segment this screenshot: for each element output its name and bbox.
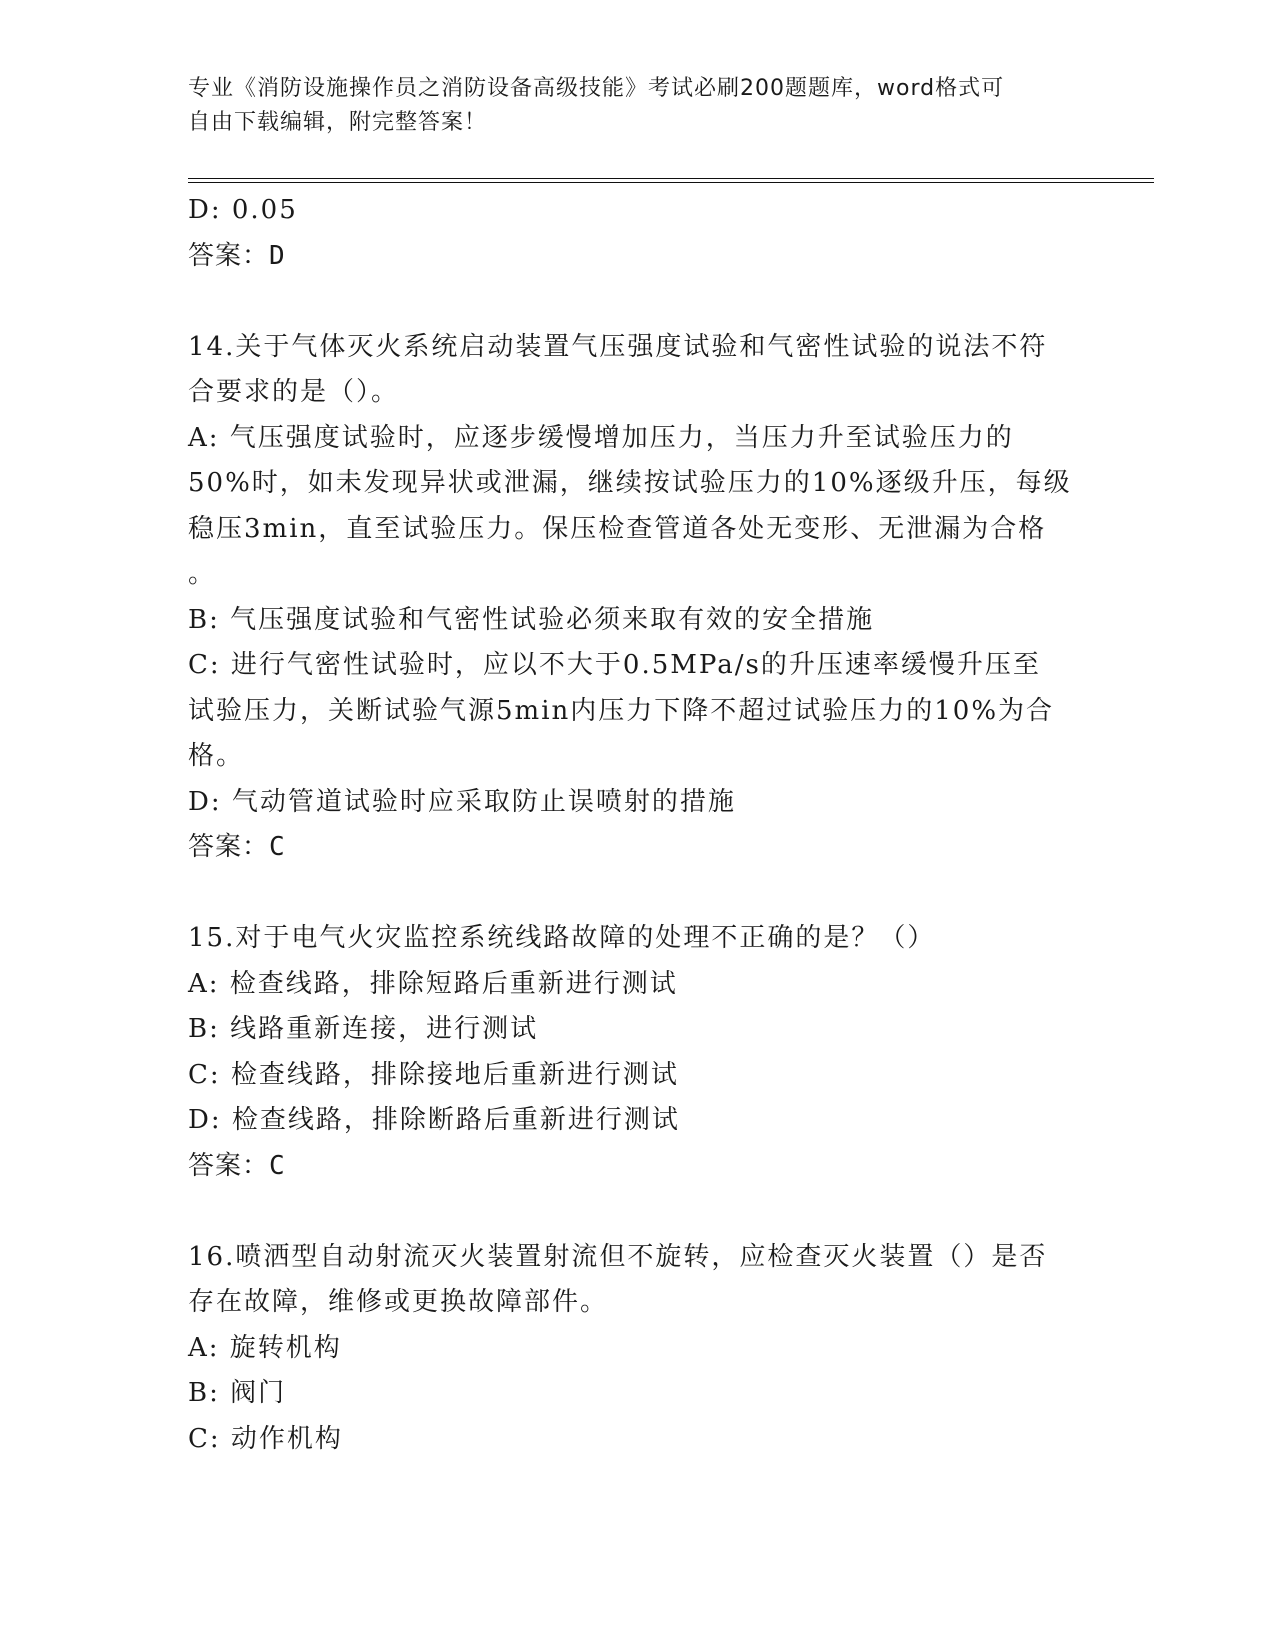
option-b: B: 线路重新连接，进行测试 xyxy=(188,1014,539,1044)
option-c: C: 动作机构 xyxy=(188,1423,343,1454)
header-line-2: 自由下载编辑，附完整答案！ xyxy=(188,110,488,135)
question-15-answer xyxy=(188,1144,1088,1190)
option-c-line: 试验压力，关断试验气源5min内压力下降不超过试验压力的10%为合 xyxy=(188,695,1055,726)
answer-value: C xyxy=(269,1150,286,1181)
answer-label: 答案： xyxy=(188,240,270,271)
question-14 xyxy=(188,325,1088,871)
header-divider-bottom xyxy=(188,182,1154,183)
question-stem-line: 14.关于气体灭火系统启动装置气压强度试验和气密性试验的说法不符 xyxy=(188,331,1048,362)
option-c-line: C: 进行气密性试验时，应以不大于0.5MPa/s的升压速率缓慢升压至 xyxy=(188,650,1041,680)
option-c-line: 格。 xyxy=(188,741,245,771)
option-a-line: A: 气压强度试验时，应逐步缓慢增加压力，当压力升至试验压力的 xyxy=(188,422,1014,453)
option-b: B: 气压强度试验和气密性试验必须来取有效的安全措施 xyxy=(188,604,875,635)
option-c: C: 检查线路，排除接地后重新进行测试 xyxy=(188,1059,679,1090)
question-16 xyxy=(188,1235,1088,1463)
answer-label: 答案： xyxy=(188,1150,270,1181)
header-divider-top xyxy=(188,178,1154,179)
spacer xyxy=(188,1189,1088,1235)
header-line-1: 专业《消防设施操作员之消防设备高级技能》考试必刷200题题库，word格式可 xyxy=(188,76,1005,101)
spacer xyxy=(188,279,1088,325)
option-a-line: 50%时，如未发现异状或泄漏，继续按试验压力的10%逐级升压，每级 xyxy=(188,468,1072,498)
document-header xyxy=(188,72,1088,140)
question-stem-line: 16.喷洒型自动射流灭火装置射流但不旋转，应检查灭火装置（）是否 xyxy=(188,1241,1048,1272)
question-list xyxy=(188,188,1088,1462)
question-stem-line: 存在故障，维修或更换故障部件。 xyxy=(188,1287,609,1317)
option-a-line: 。 xyxy=(188,559,217,589)
question-stem: 15.对于电气火灾监控系统线路故障的处理不正确的是？（） xyxy=(188,923,936,953)
question-stem-line: 合要求的是（）。 xyxy=(188,377,400,407)
question-15 xyxy=(188,916,1088,1189)
option-a: A: 旋转机构 xyxy=(188,1332,342,1363)
option-b: B: 阀门 xyxy=(188,1378,287,1408)
question-14-answer xyxy=(188,825,1088,871)
answer-label: 答案： xyxy=(188,832,270,862)
option-d: D: 检查线路，排除断路后重新进行测试 xyxy=(188,1105,680,1135)
prev-option-d: D: 0.05 xyxy=(188,195,298,225)
spacer xyxy=(188,871,1088,917)
option-d: D: 气动管道试验时应采取防止误喷射的措施 xyxy=(188,786,736,817)
prev-answer xyxy=(188,234,1088,280)
answer-value: C xyxy=(269,832,286,862)
answer-value: D xyxy=(269,240,286,271)
option-a-line: 稳压3min，直至试验压力。保压检查管道各处无变形、无泄漏为合格 xyxy=(188,513,1047,544)
option-a: A: 检查线路，排除短路后重新进行测试 xyxy=(188,968,678,999)
